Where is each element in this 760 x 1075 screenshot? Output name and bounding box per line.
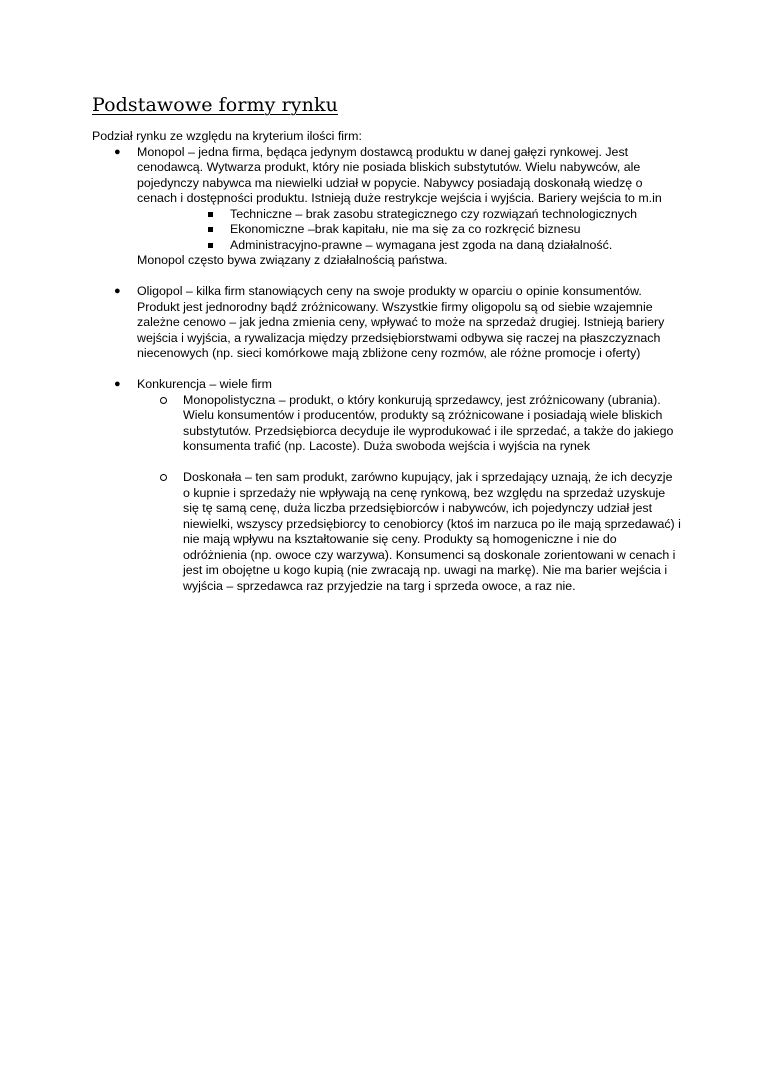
monopol-closing: Monopol często bywa związany z działalnością państwa. — [137, 253, 448, 267]
list-item — [137, 222, 682, 238]
document-page — [92, 93, 682, 594]
sublist-item-doskonala — [137, 470, 682, 594]
bullet-icon: ● — [114, 285, 121, 297]
square-bullet-icon — [208, 212, 213, 217]
square-bullet-icon — [208, 243, 213, 248]
page-title: Podstawowe formy rynku — [92, 94, 338, 116]
konkurencja-text: Konkurencja – wiele firm — [137, 377, 272, 391]
barrier-text: Techniczne – brak zasobu strategicznego czy rozwiązań technologicznych — [230, 206, 638, 221]
bullet-icon: ● — [114, 145, 121, 158]
circle-bullet-icon — [160, 474, 167, 481]
bullet-icon: ● — [114, 378, 121, 390]
list-item — [137, 207, 682, 223]
list-item-oligopol — [92, 284, 682, 362]
oligopol-text: Oligopol – kilka firm stanowiących ceny na swoje produkty w oparciu o opinie konsumentów. Produkt jest jednorodny bądź zróżnicowany. Wszystkie firmy oligopolu są od siebie wzajemnie zależne cenowo – jak jedna zmienia ceny, wpływać to może na sprzedaż drugiej. Istnieją bariery wejścia i wyjścia, a rywalizacja między przedsiębiorstwami odbywa się raczej na płaszczyznach niecenowych (np. sieci komórkowe mają zbliżone ceny rozmów, ale różne promocje i oferty) — [137, 284, 665, 360]
spacer — [92, 269, 682, 285]
monopol-text: Monopol – jedna firma, będąca jedynym dostawcą produktu w danej gałęzi rynkowej. Jest cenodawcą. Wytwarza produkt, który nie posiada bliskich substytutów. Wielu nabywców, ale pojedynczy nabywca ma niewielki udział w popycie. Nabywcy posiadają doskonałą wiedzę o cenach i dostępności produktu. Istnieją duże restrykcje wejścia i wyjścia. Bariery wejścia to m.in — [137, 144, 662, 205]
spacer — [92, 362, 682, 378]
list-item — [137, 238, 682, 254]
barrier-text: Ekonomiczne –brak kapitału, nie ma się za co rozkręcić biznesu — [230, 222, 581, 236]
intro-text: Podział rynku ze względu na kryterium ilości firm: — [92, 129, 362, 143]
square-bullet-icon — [208, 227, 213, 232]
sublist-item-monopolistyczna — [137, 393, 682, 455]
doskonala-text: Doskonała – ten sam produkt, zarówno kupujący, jak i sprzedający uznają, że ich decyzje o kupnie i sprzedaży nie wpływają na cenę rynkową, bez względu na sprzedaż uzyskuje się tę samą cenę, duża liczba przedsiębiorców i nabywców, ich pojedynczy udział jest niewielki, wszyscy przedsiębiorcy to cenobiorcy (ktoś im narzuca po ile mają sprzedawać) i nie mają wpływu na kształtowanie się ceny. Produkty są homogeniczne i nie do odróżnienia (np. owoce czy warzywa). Konsumenci są doskonale zorientowani w cenach i jest im obojętne u kogo kupią (nie zwracają np. uwagi na markę). Nie ma barier wejścia i wyjścia – sprzedawca raz przyjedzie na targ i sprzeda owoce, a raz nie. — [183, 470, 681, 593]
monopolistyczna-text: Monopolistyczna – produkt, o który konkurują sprzedawcy, jest zróżnicowany (ubrania). Wielu konsumentów i producentów, produkty są zróżnicowane i posiadają wiele bliskich substytutów. Przedsiębiorca decyduje ile wyprodukować i ile sprzedać, a także do jakiego konsumenta trafić (np. Lacoste). Duża swoboda wejścia i wyjścia na rynek — [183, 392, 674, 453]
list-item-konkurencja — [92, 377, 682, 594]
circle-bullet-icon — [160, 397, 167, 404]
barrier-list — [137, 207, 682, 254]
spacer — [137, 455, 682, 471]
barrier-text: Administracyjno-prawne – wymagana jest zgoda na daną działalność. — [230, 237, 613, 252]
list-item-monopol — [92, 145, 682, 269]
